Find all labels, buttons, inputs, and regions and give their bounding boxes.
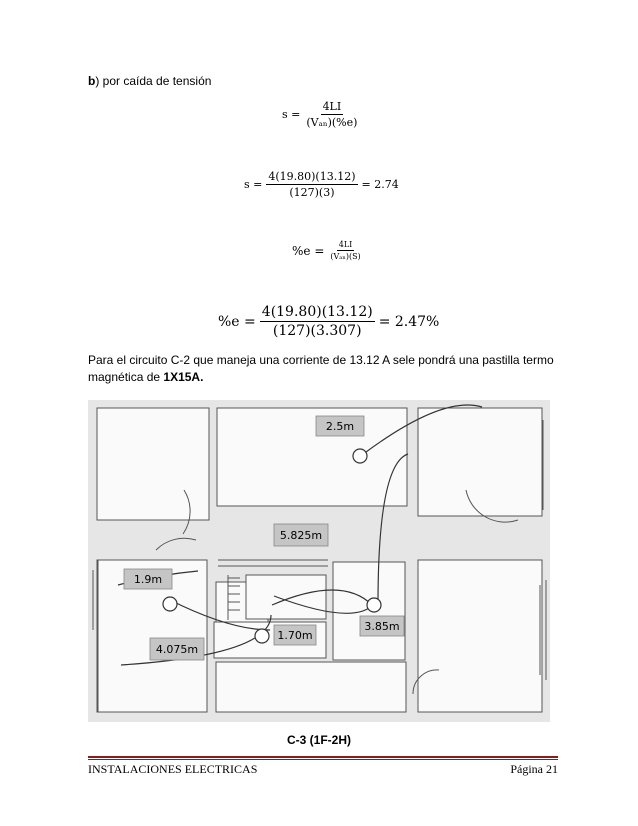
page-number: Página 21 bbox=[510, 762, 558, 776]
paragraph-text: Para el circuito C-2 que maneja una corriente de 13.12 A sele pondrá una pastilla termo magnética de bbox=[88, 353, 554, 384]
footer-rule-thin bbox=[88, 759, 558, 760]
equation-2 bbox=[244, 170, 399, 199]
eq3-lhs: %e = bbox=[292, 243, 325, 258]
eq1-numerator: 4LI bbox=[322, 100, 342, 113]
eq3-numerator: 4LI bbox=[338, 240, 353, 249]
eq2-result: = 2.74 bbox=[361, 178, 399, 191]
equation-4 bbox=[218, 304, 439, 339]
plan-label-1-9m: 1.9m bbox=[133, 573, 163, 586]
plan-label-3-85m: 3.85m bbox=[364, 620, 400, 633]
equation-3 bbox=[292, 240, 367, 261]
footer-rule bbox=[88, 756, 558, 758]
section-heading-text: ) por caída de tensión bbox=[95, 74, 212, 88]
eq2-numerator: 4(19.80)(13.12) bbox=[268, 170, 356, 183]
breaker-rating: 1X15A. bbox=[163, 370, 204, 384]
figure-caption: C-3 (1F-2H) bbox=[286, 733, 351, 747]
eq4-lhs: %e = bbox=[218, 313, 256, 330]
eq4-denominator: (127)(3.307) bbox=[272, 323, 362, 339]
paragraph bbox=[88, 352, 558, 386]
plan-label-1-70m: 1.70m bbox=[277, 629, 313, 642]
eq2-lhs: s = bbox=[244, 178, 263, 191]
section-letter: b bbox=[88, 74, 96, 88]
floor-plan bbox=[88, 400, 550, 722]
plan-label-2-5m: 2.5m bbox=[325, 420, 355, 433]
eq4-numerator: 4(19.80)(13.12) bbox=[261, 304, 373, 320]
eq1-lhs: s = bbox=[282, 108, 301, 121]
plan-label-4-075m: 4.075m bbox=[155, 643, 199, 656]
eq2-denominator: (127)(3) bbox=[289, 186, 335, 199]
plan-label-5-825m: 5.825m bbox=[279, 529, 323, 542]
footer-title: INSTALACIONES ELECTRICAS bbox=[88, 762, 258, 776]
section-heading bbox=[88, 74, 211, 88]
equation-1 bbox=[282, 100, 363, 129]
eq3-denominator: (Vₐₙ)(S) bbox=[330, 252, 361, 261]
eq4-result: = 2.47% bbox=[378, 313, 440, 330]
eq1-denominator: (Vₐₙ)(%e) bbox=[306, 116, 358, 129]
